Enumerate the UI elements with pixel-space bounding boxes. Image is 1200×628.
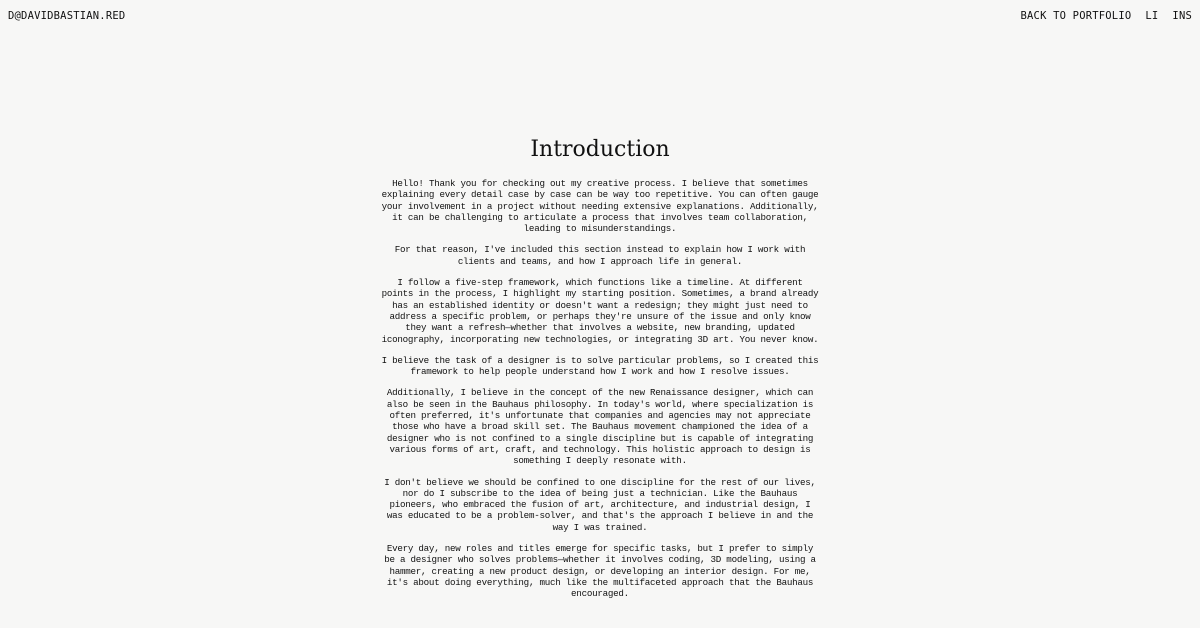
top-nav — [1021, 10, 1193, 22]
linkedin-link[interactable]: LI — [1145, 10, 1159, 22]
intro-paragraph: For that reason, I've included this section instead to explain how I work with clients and teams, and how I approach life in general. — [394, 244, 806, 267]
intro-paragraph: I follow a five-step framework, which functions like a timeline. At different points in the process, I highlight my starting position. Sometimes, a brand already has an established identity or doesn't want a redesign; they might just need to address a specific problem, or perhaps they're unsure of the issue and only know they want a refresh—whether that involves a website, new branding, updated iconography, incorporating new technologies, or integrating 3D art. You never know. — [381, 277, 819, 345]
page-title: Introduction — [530, 137, 670, 162]
intro-paragraph: I believe the task of a designer is to solve particular problems, so I created this framework to help people understand how I work and how I resolve issues. — [381, 354, 819, 378]
email-link[interactable]: D@DAVIDBASTIAN.RED — [8, 10, 126, 22]
top-bar — [8, 9, 1192, 23]
intro-paragraph: I don't believe we should be confined to one discipline for the rest of our lives, nor do I subscribe to the idea of being just a technician. Like the Bauhaus pioneers, who embraced the fusion of art, architecture, and industrial design, I was educated to be a problem-solver, and that's the approach I believe in and the way I was trained. — [384, 476, 816, 533]
intro-paragraph: Every day, new roles and titles emerge for specific tasks, but I prefer to simply be a designer who solves problems—whether it involves coding, 3D modeling, using a hammer, creating a new product design, or developing an interior design. For me, it's about doing everything, much like the multifaceted approach that the Bauhaus encouraged. — [384, 543, 816, 600]
intro-paragraph: Additionally, I believe in the concept of the new Renaissance designer, which can also be seen in the Bauhaus philosophy. In today's world, where specialization is often preferred, it's unfortunate that companies and agencies may not appreciate those who have a broad skill set. The Bauhaus movement championed the idea of a designer who is not confined to a single discipline but is capable of integrating various forms of art, craft, and technology. This holistic approach to design is something I deeply resonate with. — [386, 387, 814, 467]
introduction-section — [380, 136, 820, 610]
instagram-link[interactable]: INS — [1172, 10, 1192, 22]
back-to-portfolio-link[interactable]: BACK TO PORTFOLIO — [1020, 10, 1132, 22]
intro-paragraph: Hello! Thank you for checking out my creative process. I believe that sometimes explaining every detail case by case can be way too repetitive. You can often gauge your involvement in a project without needing extensive explanations. Additionally, it can be challenging to articulate a process that involves team collaboration, leading to misunderstandings. — [381, 178, 819, 235]
